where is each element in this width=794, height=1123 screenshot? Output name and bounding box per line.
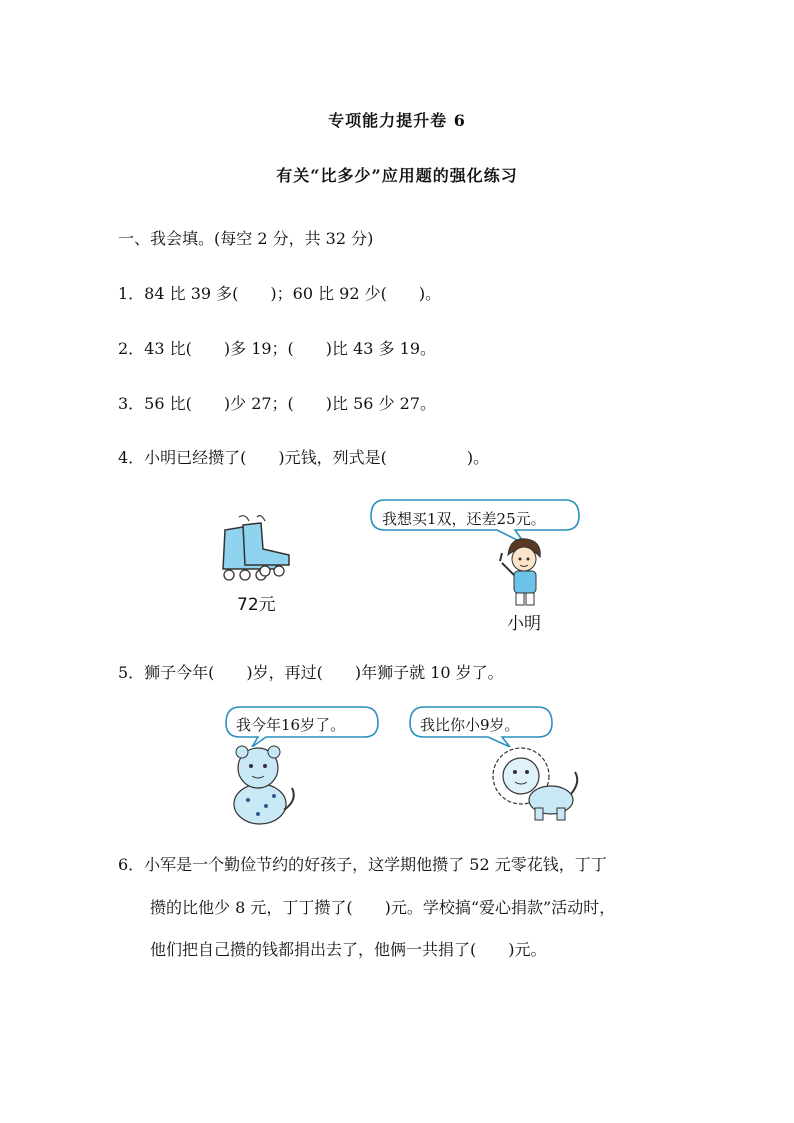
question-6-line-2: 攒的比他少 8 元，丁丁攒了( )元。学校搞“爱心捐款”活动时，: [150, 898, 616, 917]
question-6-line-3: 他们把自己攒的钱都捐出去了，他俩一共捐了( )元。: [150, 940, 547, 959]
lion-illustration: [485, 742, 583, 824]
question-5: 5．狮子今年( )岁，再过( )年狮子就 10 岁了。: [118, 663, 504, 682]
question-3: 3．56 比( )少 27；( )比 56 少 27。: [118, 394, 437, 413]
boy-xiaoming-illustration: [490, 535, 550, 607]
question-6-line-1: 6．小军是一个勤俭节约的好孩子，这学期他攒了 52 元零花钱，丁丁: [118, 855, 607, 874]
bubble-text-leopard: 我今年16岁了。: [236, 716, 346, 734]
question-1: 1．84 比 39 多( )；60 比 92 少( )。: [118, 284, 442, 303]
skates-price: 72元: [237, 595, 276, 615]
page-title: 专项能力提升卷 6: [328, 111, 466, 130]
bubble-text-lion: 我比你小9岁。: [420, 716, 520, 734]
leopard-illustration: [218, 740, 300, 828]
page-subtitle: 有关“比多少”应用题的强化练习: [276, 166, 518, 185]
section-heading: 一、我会填。(每空 2 分，共 32 分): [118, 229, 374, 248]
roller-skates-illustration: [215, 515, 295, 585]
question-2: 2．43 比( )多 19；( )比 43 多 19。: [118, 339, 437, 358]
boy-name: 小明: [507, 614, 541, 634]
question-4: 4．小明已经攒了( )元钱，列式是( )。: [118, 448, 490, 467]
bubble-text-xiaoming: 我想买1双，还差25元。: [382, 510, 546, 528]
